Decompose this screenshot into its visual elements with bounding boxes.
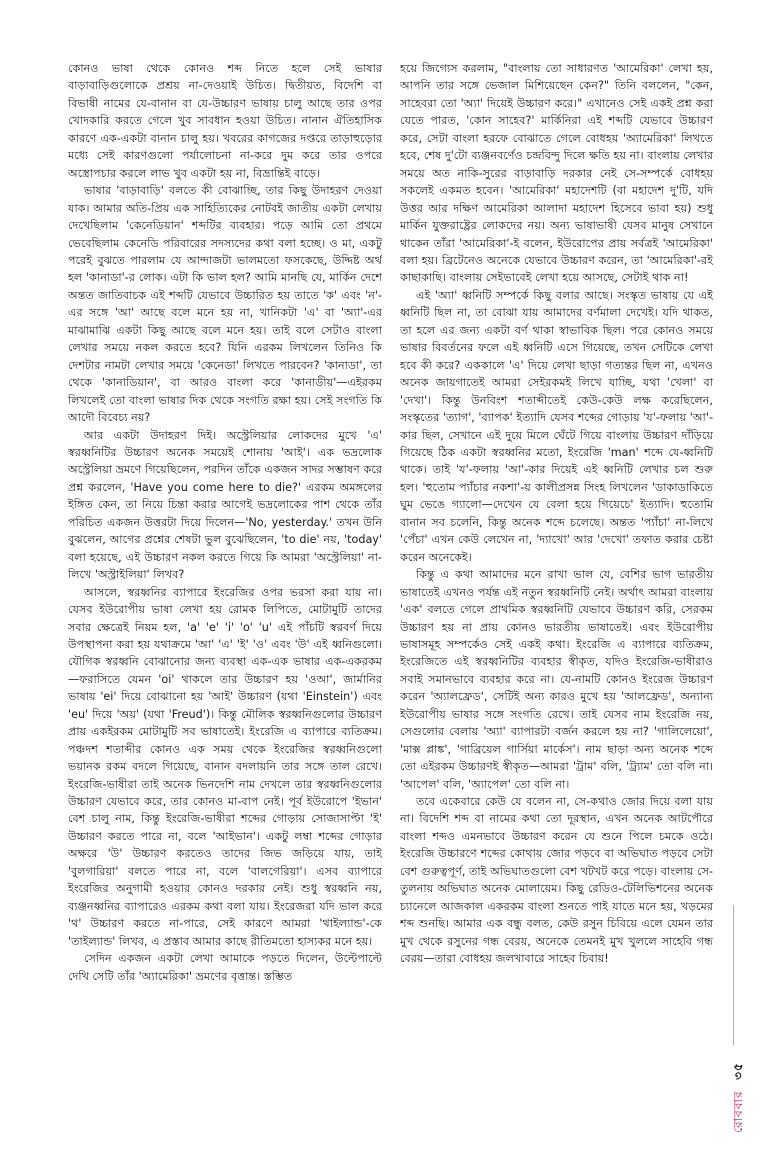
paragraph: কিন্তু এ কথা আমাদের মনে রাখা ভাল যে, বেশির ভাগ ভারতীয় ভাষাতেই এখনও পর্যন্ত এই নতুন স্বরধ্বনিটি নেই। অর্থাৎ আমরা বাংলায় 'এক' বলতে গেলে প্রাথমিক স্বরধ্বনিটি যেভাবে উচ্চারণ করি, সেরকম উচ্চারণ হয় না প্রায় কোনও ভারতীয় ভাষাতেই। এবং ইউরোপীয় ভাষাসমূহ সম্পর্কেও সেই একই কথা। ইংরেজি এ ব্যাপারে ব্যতিক্রম, ইংরেজিতে এই স্বরধ্বনিটির ব্যবহার স্বীকৃত, যদিও ইংরেজি-ভাষীরাও সবাই সমানভাবে ব্যবহার করে না। যে-নামটি কোনও ইংরেজ উচ্চারণ করেন 'অ্যালফ্রেড', সেটিই অন্য কারও মুখে হয় 'আলফ্রেড', অন্যান্য ইউরোপীয় ভাষার সঙ্গে সংগতি রেখে। তাই যেসব নাম ইংরেজি নয়, সেগুলোর বেলায় 'অ্যা' ব্যাপারটা বর্জন করলে হয় না? 'গালিলেয়ো', 'মাক্স প্লাঙ্ক', 'গাব্রিয়েল গার্সিয়া মার্কেস'। নাম ছাড়া অন্য অনেক শব্দে তো এইরকম উচ্চারণই স্বীকৃত—আমরা 'ট্রাম' বলি, 'ট্র্যাম' তো বলি না। 'আপেল' বলি, 'অ্যাপেল' তো বলি না। [400, 568, 713, 791]
magazine-name: রোববার [731, 1090, 745, 1133]
page-folio [728, 1062, 748, 1133]
paragraph: এই 'অ্যা' ধ্বনিটি সম্পর্কে কিছু বলার আছে। সংস্কৃত ভাষায় যে এই ধ্বনিটি ছিল না, তা বোঝা যায় আমাদের বর্ণমালা দেখেই। যদি থাকত, তা হলে এর জন্য একটা বর্ণ থাকা স্বাভাবিক ছিল। পরে কোনও সময়ে ভাষার বিবর্তনের ফলে এই ধ্বনিটি এসে গিয়েছে, তখন সেটিকে লেখা হবে কী করে? এককালে 'এ' দিয়ে লেখা ছাড়া গত্যন্তর ছিল না, এখনও অনেক জায়গাতেই আমরা সেইরকমই লিখে যাচ্ছি, যথা 'খেলা' বা 'দেখা'। কিন্তু উনবিংশ শতাব্দীতেই কেউ-কেউ লক্ষ করেছিলেন, সংস্কৃতের 'ত্যাগ', 'ব্যাপক' ইত্যাদি যেসব শব্দের গোড়ায় 'য'-ফলায় 'আ'-কার ছিল, সেখানে এই দুয়ে মিলে ঘেঁটে গিয়ে বাংলায় উচ্চারণ দাঁড়িয়ে গিয়েছে ঠিক একটা স্বরধ্বনির মতো, ইংরেজি 'man' শব্দে যে-ধ্বনিটি থাকে। তাই 'য'-ফলায় 'আ'-কার দিয়েই এই ধ্বনিটি লেখার চল শুরু হল। 'হুতোম প্যাঁচার নকশা'-য় কালীপ্রসন্ন সিংহ লিখলেন 'ডাকাডাকিতে ঘুম ভেঙে গ্যালো—দেখেন যে বেলা হয়ে গিয়েচে' ইত্যাদি। হুতোমি বানান সব চলেনি, কিন্তু অনেক শব্দে চলেছে। অন্তত 'প্যাঁচা' না-লিখে 'পেঁচা' এখন কেউ লেখেন না, 'দ্যাখো' আর 'দেখো' তফাত করার চেষ্টা করেন অনেকেই। [400, 288, 713, 564]
paragraph: তবে একেবারে কেউ যে বলেন না, সে-কথাও জোর দিয়ে বলা যায় না। বিদেশি শব্দ বা নামের কথা তো দূরস্থান, এখন অনেক আটপৌরে বাংলা শব্দও এমনভাবে উচ্চারণ করেন যে শুনে পিলে চমকে ওঠে। ইংরেজি উচ্চারণে শব্দের কোথায় জোর পড়বে বা অভিঘাত পড়বে সেটা বেশ গুরুত্বপূর্ণ, তাই অভিঘাতগুলো বেশ খটখট করে পড়ে। বাংলায় সে-তুলনায় অভিঘাত অনেক মোলায়েম। কিছু রেডিও-টেলিভিশনের অনেক চ্যানেলে আজকাল একরকম বাংলা শুনতে পাই যাতে মনে হয়, খড়মের শব্দ শুনছি। আমার এক বন্ধু বলত, কেউ রসুন চিবিয়ে এলে যেমন তার মুখ থেকে রসুনের গন্ধ বেরয়, অনেকে তেমনই মুখ খুললে সাহেবি গন্ধ বেরয়—তারা বোধহয় জলখাবারে সাহেব চিবায়! [400, 795, 713, 966]
article-column-right [400, 60, 713, 1135]
page-number: ৩৫ [731, 1062, 745, 1080]
paragraph-continued: হয়ে জিগ্যেস করলাম, "বাংলায় তো সাধারণত 'আমেরিকা' লেখা হয়, আপনি তার সঙ্গে ভেজাল মিশিয়েছেন কেন?" তিনি বললেন, "কেন, সাহেবরা তো 'অ্যা' দিয়েই উচ্চারণ করে।" এখানেও সেই একই প্রশ্ন করা যেতে পারত, 'কোন সাহেব?' মার্কিনিরা এই শব্দটি যেভাবে উচ্চারণ করে, সেটা বাংলা হরফে বোঝাতে গেলে বোধহয় 'অ্যামেরিকা' লিখতে হবে, শেষ দু'টো ব্যঞ্জনবর্ণেও চন্দ্রবিন্দু দিলে ক্ষতি হয় না। বাংলায় লেখার সময়ে অত নাকি-সুরের বাড়াবাড়ি দরকার নেই সে-সম্পর্কে বোধহয় সকলেই একমত হবেন। 'আমেরিকা' মহাদেশটি (বা মহাদেশ দু'টি, যদি উত্তর আর দক্ষিণ আমেরিকা আলাদা মহাদেশ হিসেবে ভাবা হয়) শুধু মার্কিন যুক্তরাষ্ট্রের লোকদের নয়। অন্য ভাষাভাষী যেসব মানুষ সেখানে থাকেন তাঁরা 'আমেরিকা'-ই বলেন, ইউরোপের প্রায় সর্বত্রই 'আমেরিকা' বলা হয়। ব্রিটেনেও অনেকে যেভাবে উচ্চারণ করেন, তা 'আমেরিকা'-রই কাছাকাছি। বাংলায় সেইভাবেই লেখা হয়ে আসছে, সেটাই থাক না! [400, 62, 713, 285]
paragraph: আসলে, স্বরধ্বনির ব্যাপারে ইংরেজির ওপর ভরসা করা যায় না। যেসব ইউরোপীয় ভাষা লেখা হয় রোমক লিপিতে, মোটামুটি তাদের সবার ক্ষেত্রেই নিয়ম হল, 'a' 'e' 'i' 'o' 'u' এই পাঁচটি স্বরবর্ণ দিয়ে উপস্থাপনা করা হয় যথাক্রমে 'আ' 'এ' 'ই' 'ও' এবং 'উ' এই ধ্বনিগুলো। যৌগিক স্বরধ্বনি বোঝানোর জন্য ব্যবস্থা এক-এক ভাষার এক-একরকম—ফরাসিতে যেমন 'oi' থাকলে তার উচ্চারণ হয় 'ওআ', জার্মানির ভাষায় 'ei' দিয়ে বোঝানো হয় 'আই' উচ্চারণ (যথা 'Einstein') এবং 'eu' দিয়ে 'অয়' (যথা 'Freud')। কিন্তু মৌলিক স্বরধ্বনিগুলোর উচ্চারণ প্রায় একইরকম মোটামুটি সব ভাষাতেই। ইংরেজি এ ব্যাপারে ব্যতিক্রম। পঞ্চদশ শতাব্দীর কোনও এক সময় থেকে ইংরেজির স্বরধ্বনিগুলো ভয়ানক রকম বদলে গিয়েছে, বানান বদলায়নি তার সঙ্গে তাল রেখে। ইংরেজি-ভাষীরা তাই অনেক ভিনদেশি নাম দেখলে তার স্বরধ্বনিগুলোর উচ্চারণ যেভাবে করে, তার কোনও মা-বাপ নেই। পূর্ব ইউরোপে 'ইভান' বেশ চালু নাম, কিন্তু ইংরেজি-ভাষীরা শব্দের গোড়ায় সোজাসাপ্টা 'ই' উচ্চারণ করতে পারে না, বলে 'আইভান'। একটু লম্বা শব্দের গোড়ার অক্ষরে 'উ' উচ্চারণ করতেও তাদের জিভ জড়িয়ে যায়, তাই 'বুলগারিয়া' বলতে পারে না, বলে 'বালগেরিয়া'। এসব ব্যাপারে ইংরেজির অনুগামী হওয়ার কোনও দরকার নেই। শুধু স্বরধ্বনি নয়, ব্যঞ্জনধ্বনির ব্যাপারেও এরকম কথা বলা যায়। ইংরেজরা যদি ভাল করে 'থ' উচ্চারণ করতে না-পারে, সেই কারণে আমরা 'থাইল্যান্ড'-কে 'তাইল্যান্ড' লিখব, এ প্রস্তাব আমার কাছে রীতিমতো হাস্যকর মনে হয়। [68, 585, 382, 948]
paragraph: কোনও ভাষা থেকে কোনও শব্দ নিতে হলে সেই ভাষার বাড়াবাড়িগুলোকে প্রশ্রয় না-দেওয়াই উচিত। দ্বিতীয়ত, বিদেশি বা বিভাষী নামের যে-বানান বা যে-উচ্চারণ ভাষায় চালু আছে তার ওপর খোদকারি করতে গেলে খুব সাবধান হওয়া উচিত। নানান ঐতিহাসিক কারণে এক-একটা বানান চালু হয়। খবরের কাগজের দপ্তরে তাড়াহুড়োর মধ্যে সেই কারণগুলো পর্যালোচনা না-করে দুম করে তার ওপরে অস্ত্রোপচার করলে লাভ খুব একটা হয় না, বিভ্রান্তিই বাড়ে। [68, 62, 382, 180]
paragraph: সেদিন একজন একটা লেখা আমাকে পড়তে দিলেন, উল্টেপাল্টে দেখি সেটি তাঁর 'অ্যামেরিকা' ভ্রমণের বৃত্তান্ত। স্তম্ভিত [68, 952, 382, 983]
folio-divider [733, 905, 734, 1045]
paragraph: ভাষার 'বাড়াবাড়ি' বলতে কী বোঝাচ্ছি, তার কিছু উদাহরণ দেওয়া যাক। আমার অতি-প্রিয় এক সাহিত্যিকের নোটবই জাতীয় একটা লেখায় দেখেছিলাম 'কেনেডিয়ান' শব্দটির ব্যবহার। পড়ে আমি তো প্রথমে ভেবেছিলাম কেনেডি পরিবারের সদস্যদের কথা বলা হচ্ছে। ও মা, একটু পরেই বুঝতে পারলাম যে আন্দাজটা ভালমতো ফসকেছে, উদ্দিষ্ট অর্থ হল 'কানাডা'-র লোক। এটা কি ভাল হল? আমি মানছি যে, মার্কিন দেশে অন্তত জাতিবাচক এই শব্দটি যেভাবে উচ্চারিত হয় তাতে 'ক' এবং 'ন'-এর সঙ্গে 'আ' আছে বলে মনে হয় না, খানিকটা 'এ' বা 'অ্যা'-এর মাঝামাঝি একটা কিছু আছে বলে মনে হয়। তাই বলে সেটাও বাংলা লেখার সময়ে নকল করতে হবে? যিনি এরকম লিখলেন তিনিও কি দেশটার নামটা লেখার সময়ে 'কেনেডা' লিখতে পারবেন? 'কানাডা', তা থেকে 'কানাডিয়ান', বা আরও বাংলা করে 'কানাডীয়'—এইরকম লিখলেই তো বাংলা ভাষার দিক থেকে সংগতি রক্ষা হয়। সেই সংগতি কি আদৌ বিবেচ্য নয়? [68, 184, 382, 425]
paragraph: আর একটা উদাহরণ দিই। অস্ট্রেলিয়ার লোকদের মুখে 'এ' স্বরধ্বনিটির উচ্চারণ অনেক সময়েই শোনায় 'আই'। এক ভদ্রলোক অস্ট্রেলিয়া ভ্রমণে গিয়েছিলেন, পরদিন তাঁকে একজন সাদর সম্ভাষণ করে প্রশ্ন করলেন, 'Have you come here to die?' এরকম অমঙ্গলের ইঙ্গিত কেন, তা নিয়ে চিন্তা করার আগেই ভদ্রলোকের পাশ থেকে তাঁর পরিচিত একজন উত্তরটা দিয়ে দিলেন—'No, yesterday.' তখন উনি বুঝলেন, আগের প্রশ্নের শেষটা ভুল বুঝেছিলেন, 'to die' নয়, 'today' বলা হয়েছে, এই উচ্চারণ নকল করতে গিয়ে কি আমরা 'অস্ট্রেলিয়া' না-লিখে 'অস্ট্রাইলিয়া' লিখব? [68, 428, 382, 582]
article-column-left [68, 60, 382, 1135]
